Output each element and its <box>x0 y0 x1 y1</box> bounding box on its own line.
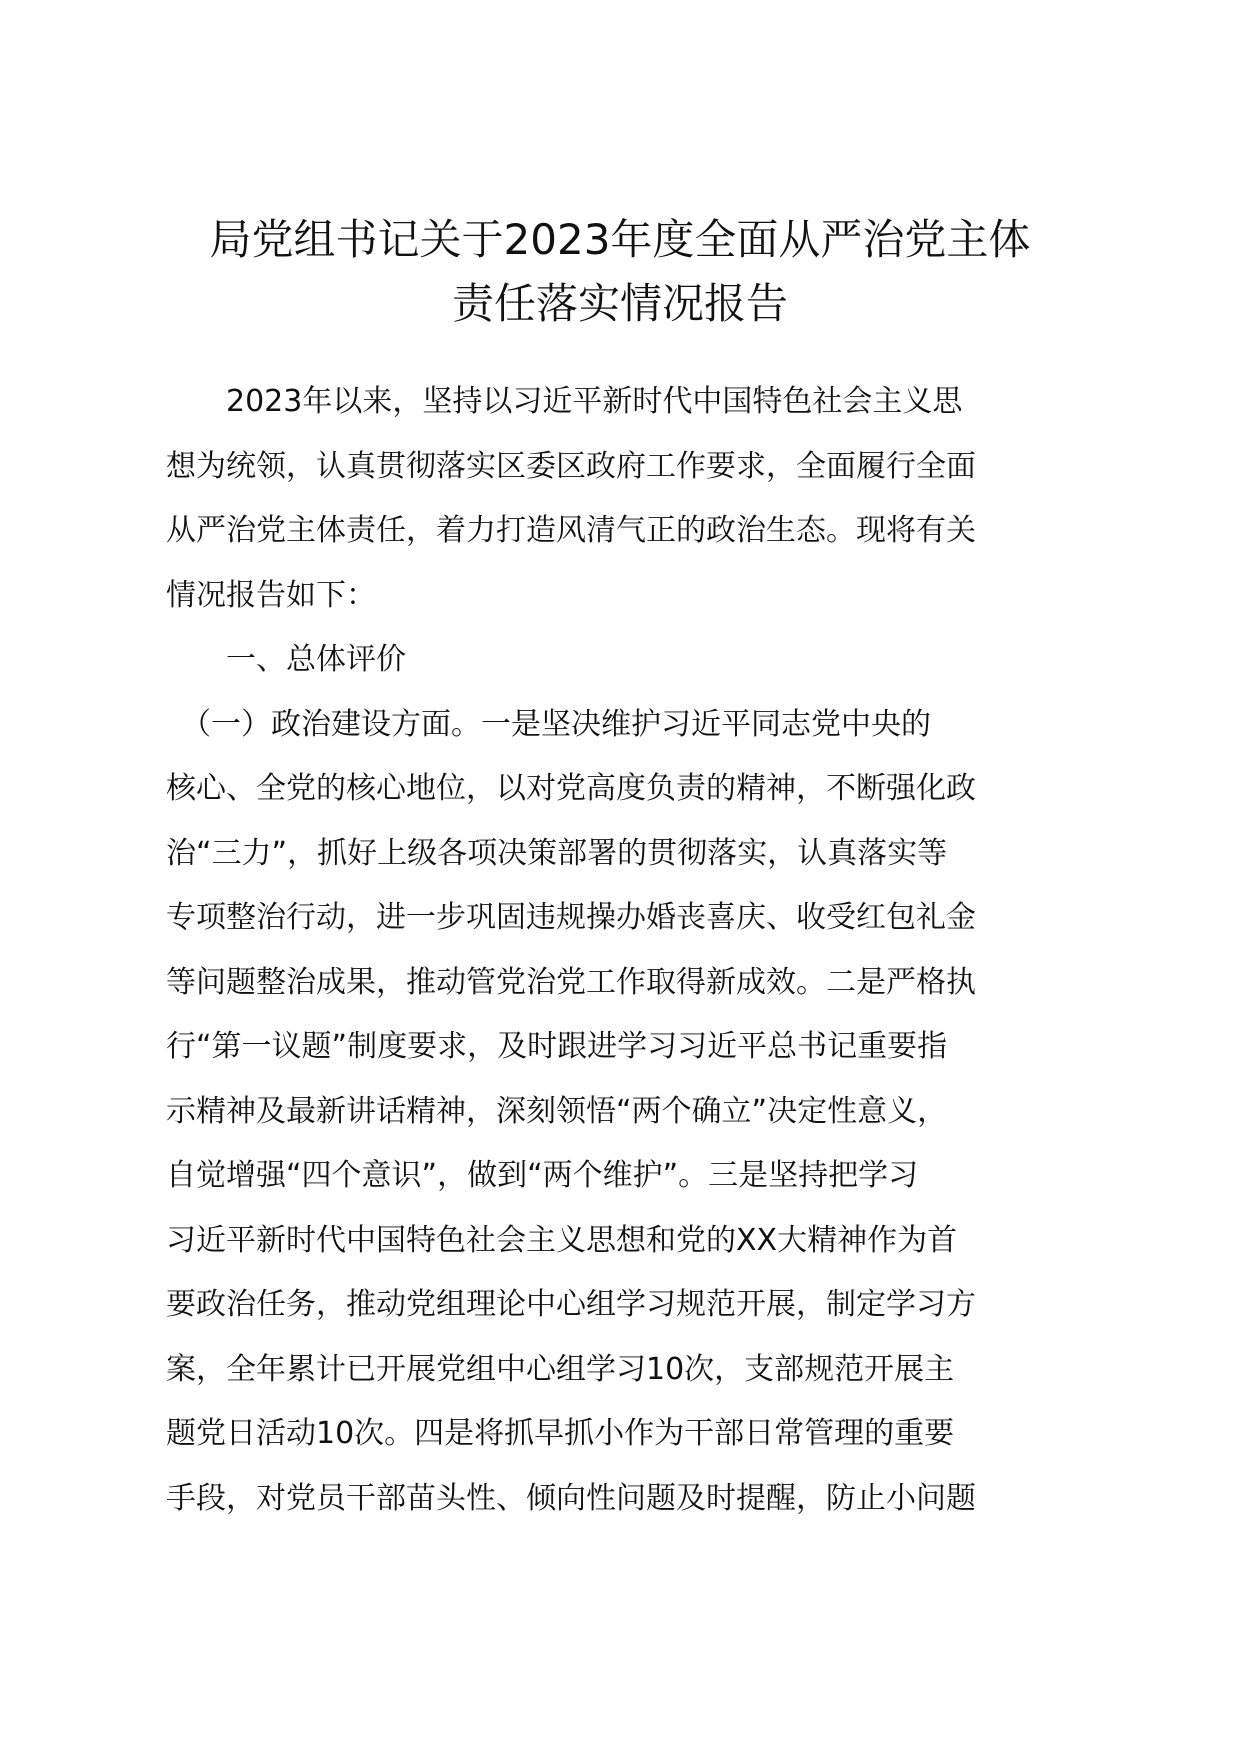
document-title <box>150 208 1090 336</box>
body-line: 治“三力”，抓好上级各项决策部署的贯彻落实，认真落实等 <box>166 835 948 871</box>
body-line: 案，全年累计已开展党组中心组学习10次，支部规范开展主 <box>166 1351 955 1387</box>
body-line: 题党日活动10次。四是将抓早抓小作为干部日常管理的重要 <box>166 1416 955 1451</box>
title-line-2: 责任落实情况报告 <box>451 279 788 328</box>
title-line-1: 局党组书记关于2023年度全面从严治党主体 <box>209 215 1031 264</box>
body-line: （一）政治建设方面。一是坚决维护习近平同志党中央的 <box>166 706 931 742</box>
body-line: 手段，对党员干部苗头性、倾向性问题及时提醒，防止小问题 <box>166 1480 976 1516</box>
document-body <box>166 370 1090 1531</box>
body-line: 习近平新时代中国特色社会主义思想和党的XX大精神作为首 <box>166 1222 958 1258</box>
body-line: 从严治党主体责任，着力打造风清气正的政治生态。现将有关 <box>166 513 976 548</box>
body-line: 2023年以来，坚持以习近平新时代中国特色社会主义思 <box>166 384 963 419</box>
body-line: 情况报告如下： <box>166 577 376 613</box>
body-line: 想为统领，认真贯彻落实区委区政府工作要求，全面履行全面 <box>166 448 976 484</box>
section-heading: 一、总体评价 <box>166 642 406 677</box>
body-line: 专项整治行动，进一步巩固违规操办婚丧喜庆、收受红包礼金 <box>166 900 976 935</box>
body-line: 核心、全党的核心地位，以对党高度负责的精神，不断强化政 <box>166 771 976 806</box>
body-line: 等问题整治成果，推动管党治党工作取得新成效。二是严格执 <box>166 964 976 1000</box>
body-line: 示精神及最新讲话精神，深刻领悟“两个确立”决定性意义， <box>166 1093 948 1129</box>
body-line: 自觉增强“四个意识”，做到“两个维护”。三是坚持把学习 <box>166 1158 919 1193</box>
body-line: 要政治任务，推动党组理论中心组学习规范开展，制定学习方 <box>166 1287 976 1322</box>
body-line: 行“第一议题”制度要求，及时跟进学习习近平总书记重要指 <box>166 1029 948 1064</box>
